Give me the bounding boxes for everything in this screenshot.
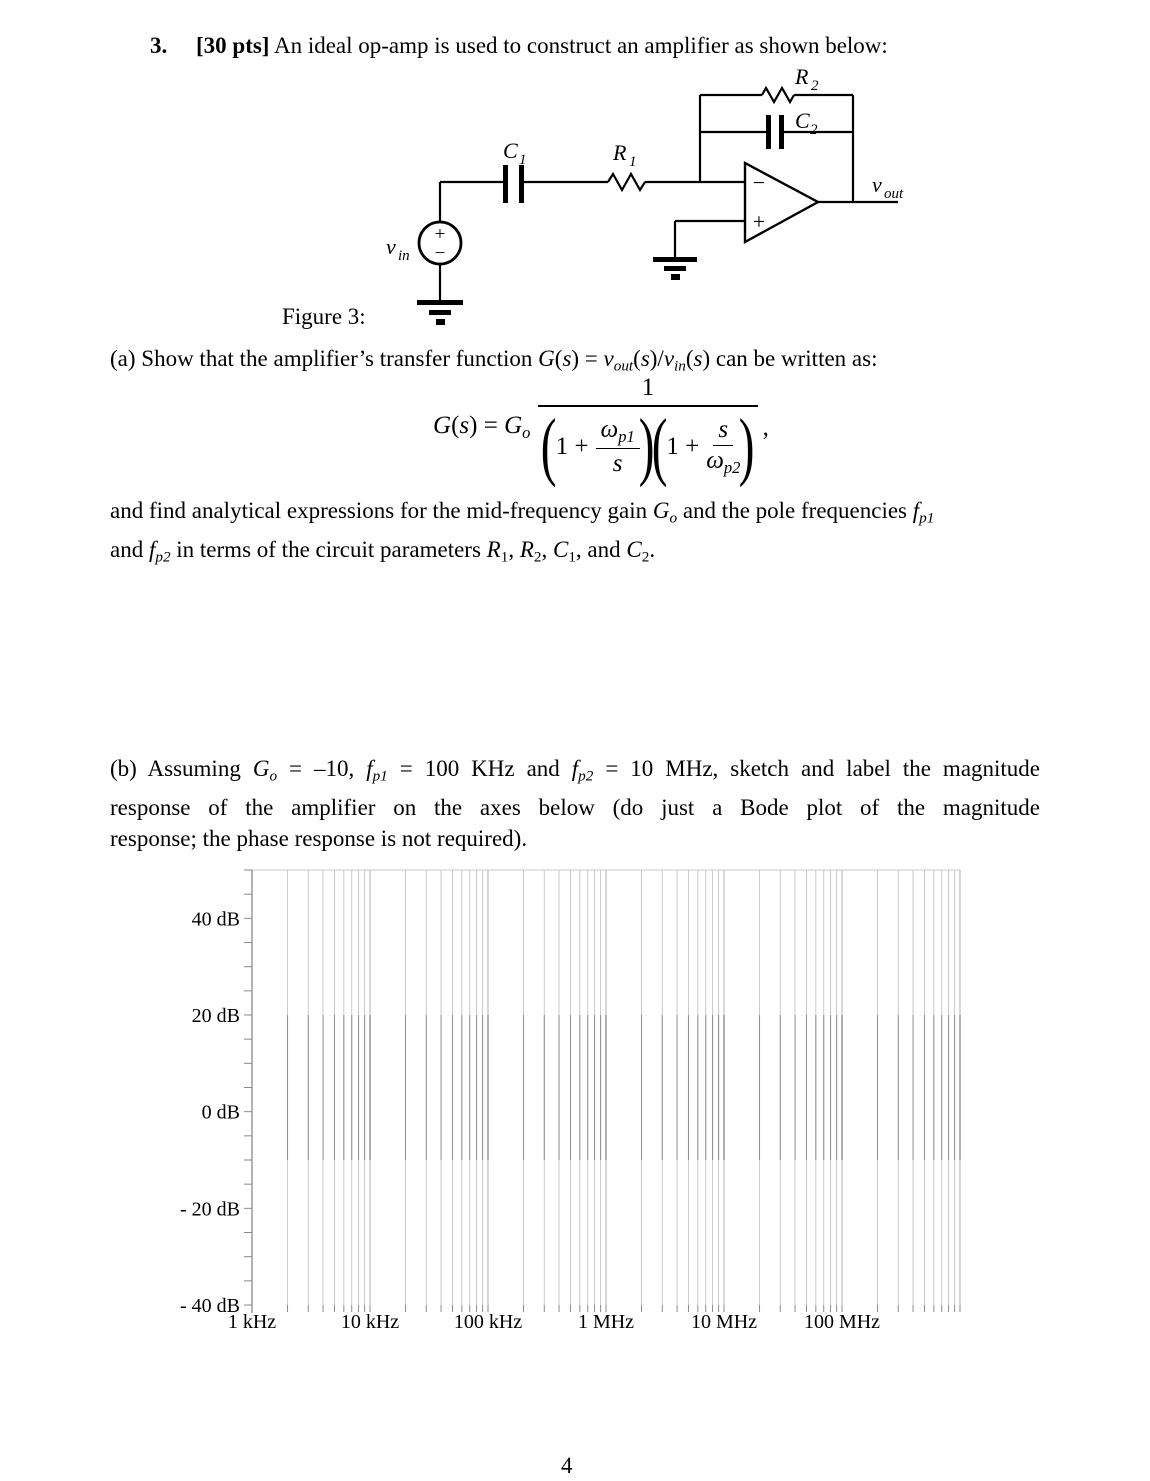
source-minus-sign: − xyxy=(434,243,446,264)
r1-label-sub: 1 xyxy=(629,154,637,170)
vin-source xyxy=(419,182,461,300)
x-axis-tick-label: 1 kHz xyxy=(227,1311,277,1333)
ground-symbol-vin xyxy=(417,300,463,325)
x-axis-tick-label: 10 kHz xyxy=(340,1311,400,1333)
x-axis-tick-label: 100 MHz xyxy=(803,1311,881,1333)
problem-title: 3. [30 pts] An ideal op-amp is used to construct an amplifier as shown below: xyxy=(150,33,888,58)
pole-factor-2: 1 + $\frac{s}{\omega_{p2}}$ xyxy=(666,415,741,477)
vout-label: v xyxy=(872,172,882,197)
x-axis-tick-label: 1 MHz xyxy=(577,1311,635,1333)
source-plus-sign: + xyxy=(434,224,446,245)
bode-plot-svg xyxy=(180,858,1000,1340)
part-b-line-2: response of the amplifier on the axes below (do just a Bode plot of the magnitude xyxy=(110,794,1040,820)
c1-label-sub: 1 xyxy=(519,152,527,168)
opamp-triangle xyxy=(745,163,818,242)
left-paren-2: ( xyxy=(651,404,668,488)
opamp-plus-sign: + xyxy=(752,209,766,234)
r2-feedback-branch xyxy=(700,88,853,182)
y-axis-tick-label: 40 dB xyxy=(191,908,240,931)
vin-label-sub: in xyxy=(398,248,410,264)
x-axis-tick-label: 100 kHz xyxy=(453,1311,523,1333)
vout-label-sub: out xyxy=(884,186,904,202)
equation-comma: , xyxy=(762,413,769,441)
part-b-line-1: (b) Assuming $G_o = -10$, $f_{p1} = 100$ KHz and $f_{p2} = 10$ MHz, sketch and label the magnitude xyxy=(110,756,1041,785)
equation-denominator xyxy=(538,404,757,488)
part-b-prompt xyxy=(110,753,1040,854)
r2-label: R xyxy=(795,64,809,89)
r1-label: R xyxy=(613,140,627,165)
y-axis-tick-label: 0 dB xyxy=(201,1101,240,1124)
left-paren-1: ( xyxy=(541,404,557,488)
ground-symbol-opamp xyxy=(653,257,697,280)
equation-numerator: 1 xyxy=(641,374,655,401)
r1-resistor xyxy=(608,174,745,190)
right-paren-1: ) xyxy=(638,404,655,488)
c2-label: C xyxy=(795,108,810,133)
equation-main-fraction xyxy=(538,374,757,488)
plus-input-ground-wire xyxy=(675,221,745,257)
y-axis-tick-label: 20 dB xyxy=(191,1005,240,1027)
part-a-followup: and find analytical expressions for the mid-frequency gain $G_o$ and the pole frequencies $f_{p1}$ and $f_{p2}$ in terms of the circuit parameters $R_1$, $R_2$, $C_1$, and $C_2$. xyxy=(110,498,935,566)
r2-label-sub: 2 xyxy=(811,78,819,94)
part-b-line-3: response; the phase response is not required). xyxy=(110,825,528,851)
circuit-figure xyxy=(370,58,922,340)
c2-feedback-branch xyxy=(700,95,853,202)
pole-factor-1: 1 + $\frac{\omega_{p1}}{s}$ xyxy=(556,416,640,478)
figure-caption: Figure 3: xyxy=(282,304,366,329)
equation-lhs: $G(s) = G_o$ xyxy=(433,412,531,443)
page-number: 4 xyxy=(561,1453,573,1478)
y-axis-tick-label: - 40 dB xyxy=(180,1295,240,1317)
y-axis-tick-label: - 20 dB xyxy=(180,1198,240,1221)
part-a-prompt: (a) Show that the amplifier’s transfer function $G(s) = v_{out}(s)/v_{in}(s)$ can be written as: xyxy=(110,346,878,375)
c1-label: C xyxy=(503,138,518,163)
c1-capacitor xyxy=(440,165,608,203)
c2-label-sub: 2 xyxy=(810,122,818,138)
right-paren-2: ) xyxy=(739,404,755,488)
transfer-function-equation xyxy=(433,374,769,488)
opamp-minus-sign: − xyxy=(752,170,766,195)
vin-label: v xyxy=(386,234,396,259)
x-axis-tick-label: 10 MHz xyxy=(690,1311,758,1333)
